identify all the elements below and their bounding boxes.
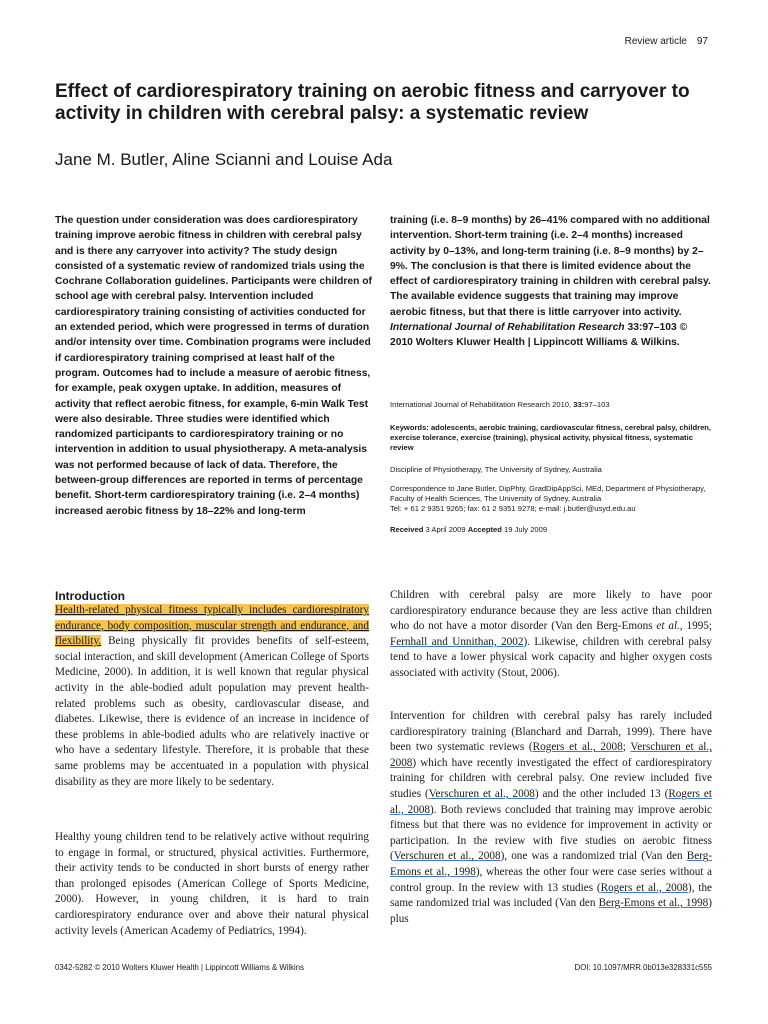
abstract-right	[390, 213, 712, 351]
p4-text-d: ) and the other included 13 (	[534, 787, 669, 800]
reference-link[interactable]: Rogers et al., 2008	[390, 787, 713, 816]
running-head-label: Review article	[624, 36, 687, 47]
footer-copyright: 0342-5282 © 2010 Wolters Kluwer Health | Lippincott Williams & Wilkins	[55, 963, 305, 972]
intro-paragraph-3	[390, 588, 712, 682]
p4-text-i: ) plus	[390, 897, 712, 925]
reference-link[interactable]: Rogers et al., 2008	[532, 741, 623, 754]
p3-etal: et al.	[656, 620, 680, 633]
received-date: 3 April 2009	[425, 525, 466, 534]
keywords-label: Keywords:	[390, 423, 429, 432]
keywords-text: adolescents, aerobic training, cardiovascular fitness, cerebral palsy, children, exercise tolerance, exercise (training), physical activity, physical fitness, systematic review	[390, 423, 712, 453]
p3-text-b: , 1995;	[679, 620, 712, 633]
intro-p1-text: Being physically fit provides benefits of self-esteem, social interaction, and skill development (American College of Sports Medicine, 2000). In addition, it is well known that regular physical activity in the able-bodied adult population may prevent health-related problems such as obesity, cardiovascular disease, and diabetes. Likewise, there is evidence of an increase in incidence of these problems in able-bodied adults who are relatively inactive or who have a sedentary lifestyle. Therefore, it is probable that these same problems may be accentuated in a population with physical disability as they are more likely to be sedentary.	[55, 635, 370, 788]
intro-paragraph-1	[55, 603, 369, 790]
reference-link[interactable]: Verschuren et al., 2008	[393, 850, 501, 863]
journal-citation-line	[390, 400, 712, 410]
abstract-citation: 33:97–103 © 2010 Wolters Kluwer Health | Lippincott Williams & Wilkins.	[390, 322, 688, 349]
page-number: 97	[696, 36, 708, 47]
footer-doi: DOI: 10.1097/MRR.0b013e328331c555	[574, 963, 712, 972]
reference-link[interactable]: Verschuren et al., 2008	[390, 741, 712, 769]
correspondence-text: Correspondence to Jane Butler, DipPhty, GradDipAppSci, MEd, Department of Physiotherapy, Faculty of Health Sciences, The University of Sydney, Australia	[390, 484, 706, 504]
affiliation: Discipline of Physiotherapy, The University of Sydney, Australia	[390, 465, 602, 474]
received-label: Received	[390, 525, 424, 534]
p4-text-g: ), whereas the other four were case series without a control group. In the review with 13 studies (	[390, 865, 712, 894]
p4-text-b: ;	[622, 741, 626, 754]
p4-text-h: ), the same randomized trial was included (Van den	[390, 881, 712, 910]
p3-text-a: Children with cerebral palsy are more likely to have poor cardiorespiratory endurance because they are less active than children who do not have a motor disorder (Van den Berg-Emons	[390, 589, 712, 633]
journal-line-year: 2010,	[552, 400, 572, 409]
received-accepted	[390, 525, 712, 535]
journal-line-volume: 33:	[573, 400, 585, 409]
reference-link[interactable]: Rogers et al., 2008	[600, 881, 688, 894]
keywords	[390, 423, 712, 454]
reference-link[interactable]: Berg-Emons et al., 1998	[390, 850, 713, 878]
article-title: Effect of cardiorespiratory training on aerobic fitness and carryover to activity in children with cerebral palsy: a systematic review	[55, 81, 690, 124]
accepted-date: 19 July 2009	[504, 525, 548, 534]
author-list: Jane M. Butler, Aline Scianni and Louise Ada	[55, 150, 393, 169]
accepted-label: Accepted	[467, 525, 502, 534]
highlighted-text: Health-related physical fitness typically includes cardiorespiratory endurance, body composition, muscular strength and endurance, and flexibility.	[55, 604, 369, 648]
p4-text-a: Intervention for children with cerebral palsy has rarely included cardiorespiratory training (Blanchard and Darrah, 1999). There have been two systematic reviews (	[390, 710, 712, 754]
abstract-journal: International Journal of Rehabilitation Research	[390, 322, 625, 334]
p4-text-c: ) which have recently investigated the effect of cardiorespiratory training for children with cerebral palsy. One review included five studies (	[390, 756, 712, 800]
contact-details: Tel: + 61 2 9351 9265; fax: 61 2 9351 9278; e-mail: j.butler@usyd.edu.au	[390, 504, 636, 514]
correspondence	[390, 484, 712, 515]
reference-link[interactable]: Berg-Emons et al., 1998	[598, 897, 709, 910]
journal-line-name: International Journal of Rehabilitation Research	[390, 400, 550, 409]
reference-link[interactable]: Fernhall and Unnithan, 2002	[390, 635, 524, 648]
reference-link[interactable]: Verschuren et al., 2008	[428, 787, 535, 800]
intro-paragraph-4	[390, 709, 712, 927]
p3-text-c: ). Likewise, children with cerebral palsy tend to have a lower physical work capacity and higher oxygen costs associated with activity (Stout, 2006).	[390, 635, 712, 679]
abstract-left: The question under consideration was does cardiorespiratory training improve aerobic fitness in children with cerebral palsy and is there any carryover into activity? The study design consisted of a systematic review of randomized trials using the Cochrane Collaboration guidelines. Participants were children of school age with cerebral palsy. Intervention included cardiorespiratory training consisting of activities conducted for an extended period, which were progressed in terms of duration and/or intensity over time. Combination programs were included if cardiorespiratory training comprised at least half of the program. Outcomes had to include a measure of aerobic fitness, for example, peak oxygen uptake. In addition, measures of activity that reflect aerobic fitness, for example, 6-min Walk Test were also desirable. Three studies were identified which randomized participants to cardiorespiratory training or no intervention in addition to usual physiotherapy. A meta-analysis was not performed because of lack of data. Therefore, the between-group differences are reported in terms of percentage benefit. Short-term cardiorespiratory training (i.e. 2–4 months) increased aerobic fitness by 18–22% and long-term	[55, 215, 372, 517]
intro-paragraph-2: Healthy young children tend to be relatively active without requiring to engage in formal, or structured, physical activities. Furthermore, their activity tends to be conducted in short bursts of energy rather than prolonged episodes (American College of Sports Medicine, 2000). However, in young children, it is hard to train cardiorespiratory endurance over and above their natural physical activity levels (American Academy of Pediatrics, 1994).	[55, 831, 369, 937]
p4-text-f: ), one was a randomized trial (Van den	[500, 850, 683, 863]
p4-text-e: ). Both reviews concluded that training may improve aerobic fitness but that there was no evidence for improvement in activity or participation. In the review with five studies on aerobic fitness (	[390, 803, 712, 863]
abstract-right-text: training (i.e. 8–9 months) by 26–41% compared with no additional intervention. Short-term training (i.e. 2–4 months) increased activity by 0–13%, and long-term training (i.e. 8–9 months) by 2–9%. The conclusion is that there is limited evidence about the effect of cardiorespiratory training in children with cerebral palsy. The available evidence suggests that training may improve aerobic fitness, but that there is little carryover into activity.	[390, 215, 711, 318]
running-head	[615, 36, 708, 47]
journal-line-pages: 97–103	[584, 400, 610, 409]
section-heading-introduction: Introduction	[55, 589, 125, 603]
